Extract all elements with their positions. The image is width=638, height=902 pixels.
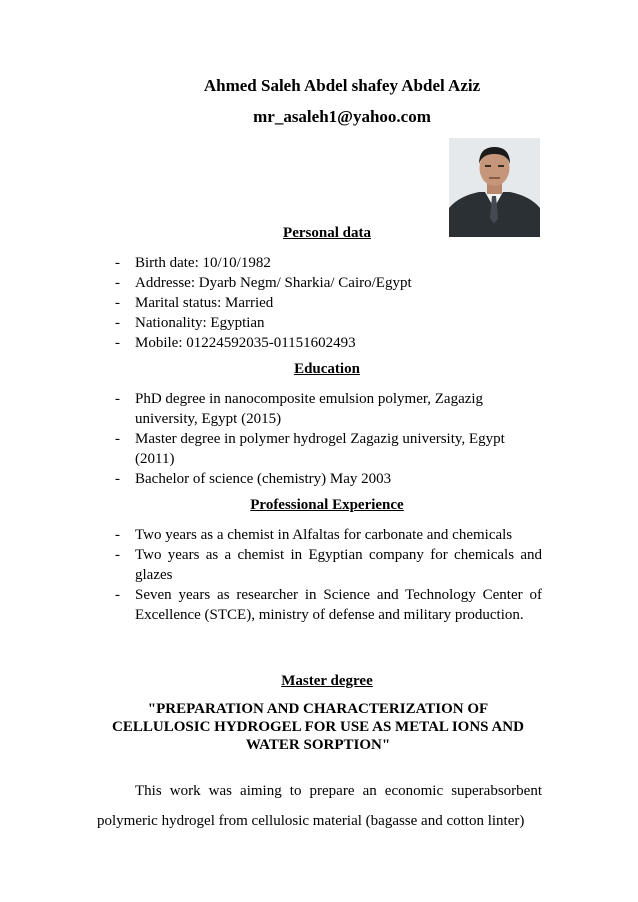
personal-data-heading: Personal data [283, 225, 371, 241]
thesis-summary: This work was aiming to prepare an economic superabsorbent polymeric hydrogel from cellulosic material (bagasse and cotton linter) [97, 783, 542, 829]
list-item: - Two years as a chemist in Egyptian company for chemicals and glazes [115, 545, 542, 585]
list-item: - Bachelor of science (chemistry) May 2003 [115, 469, 515, 489]
education-heading: Education [294, 361, 360, 377]
list-item: - Nationality: Egyptian [115, 313, 445, 333]
portrait-image [449, 138, 540, 237]
applicant-email: mr_asaleh1@yahoo.com [253, 107, 431, 126]
list-item: - Addresse: Dyarb Negm/ Sharkia/ Cairo/Egypt [115, 273, 445, 293]
personal-data-list [115, 253, 445, 353]
list-item: - Seven years as researcher in Science and Technology Center of Excellence (STCE), ministry of defense and military production. [115, 585, 542, 625]
list-item: - PhD degree in nanocomposite emulsion polymer, Zagazig university, Egypt (2015) [115, 389, 515, 429]
applicant-name: Ahmed Saleh Abdel shafey Abdel Aziz [203, 76, 481, 95]
list-item: - Birth date: 10/10/1982 [115, 253, 445, 273]
education-list [115, 389, 515, 489]
master-degree-heading: Master degree [281, 673, 373, 689]
profile-photo [449, 138, 540, 237]
list-item: - Marital status: Married [115, 293, 445, 313]
experience-heading: Professional Experience [250, 497, 404, 513]
list-item: - Master degree in polymer hydrogel Zagazig university, Egypt (2011) [115, 429, 515, 469]
experience-list [115, 525, 542, 625]
list-item: - Two years as a chemist in Alfaltas for carbonate and chemicals [115, 525, 542, 545]
thesis-title: "PREPARATION AND CHARACTERIZATION OF CELLULOSIC HYDROGEL FOR USE AS METAL IONS AND WATER SORPTION" [112, 701, 524, 753]
list-item: - Mobile: 01224592035-01151602493 [115, 333, 445, 353]
